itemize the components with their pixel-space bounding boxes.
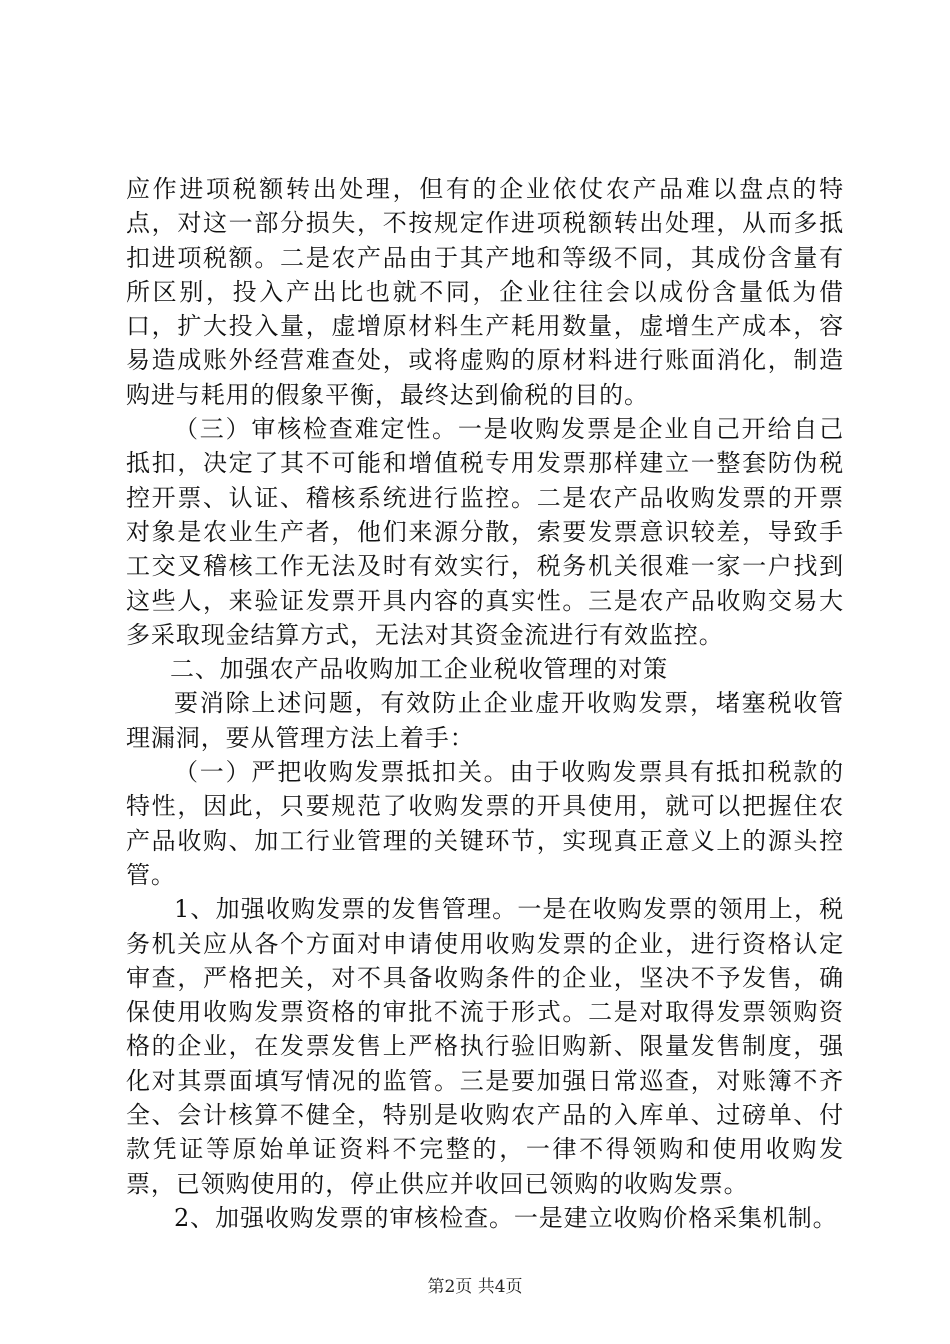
paragraph-subsection-1: （一）严把收购发票抵扣关。由于收购发票具有抵扣税款的特性，因此，只要规范了收购发票的开具使用，就可以把握住农产品收购、加工行业管理的关键环节，实现真正意义上的源头控管。 [126,758,844,889]
paragraph-section-3: （三）审核检查难定性。一是收购发票是企业自己开给自己抵扣，决定了其不可能和增值税专用发票那样建立一整套防伪税控开票、认证、稽核系统进行监控。二是农产品收购发票的开票对象是农业生产者，他们来源分散，索要发票意识较差，导致手工交叉稽核工作无法及时有效实行，税务机关很难一家一户找到这些人，来验证发票开具内容的真实性。三是农产品收购交易大多采取现金结算方式，无法对其资金流进行有效监控。 [126,415,844,649]
paragraph-continuation: 应作进项税额转出处理，但有的企业依仗农产品难以盘点的特点，对这一部分损失，不按规定作进项税额转出处理，从而多抵扣进项税额。二是农产品由于其产地和等级不同，其成份含量有所区别，投入产出比也就不同，企业往往会以成份含量低为借口，扩大投入量，虚增原材料生产耗用数量，虚增生产成本，容易造成账外经营难查处，或将虚购的原材料进行账面消化，制造购进与耗用的假象平衡，最终达到偷税的目的。 [126,175,844,409]
paragraph-item-1: 1、加强收购发票的发售管理。一是在收购发票的领用上，税务机关应从各个方面对申请使用收购发票的企业，进行资格认定审查，严格把关，对不具备收购条件的企业，坚决不予发售，确保使用收购发票资格的审批不流于形式。二是对取得发票领购资格的企业，在发票发售上严格执行验旧购新、限量发售制度，强化对其票面填写情况的监管。三是要加强日常巡查，对账簿不齐全、会计核算不健全，特别是收购农产品的入库单、过磅单、付款凭证等原始单证资料不完整的，一律不得领购和使用收购发票，已领购使用的，停止供应并收回已领购的收购发票。 [126,895,844,1198]
document-body [126,172,844,1235]
paragraph-item-2: 2、加强收购发票的审核检查。一是建立收购价格采集机制。 [174,1203,838,1232]
section-heading-2: 二、加强农产品收购加工企业税收管理的对策 [170,655,668,684]
page-footer: 第2页 共4页 [427,1277,523,1297]
paragraph-intro: 要消除上述问题，有效防止企业虚开收购发票，堵塞税收管理漏洞，要从管理方法上着手： [126,689,844,752]
